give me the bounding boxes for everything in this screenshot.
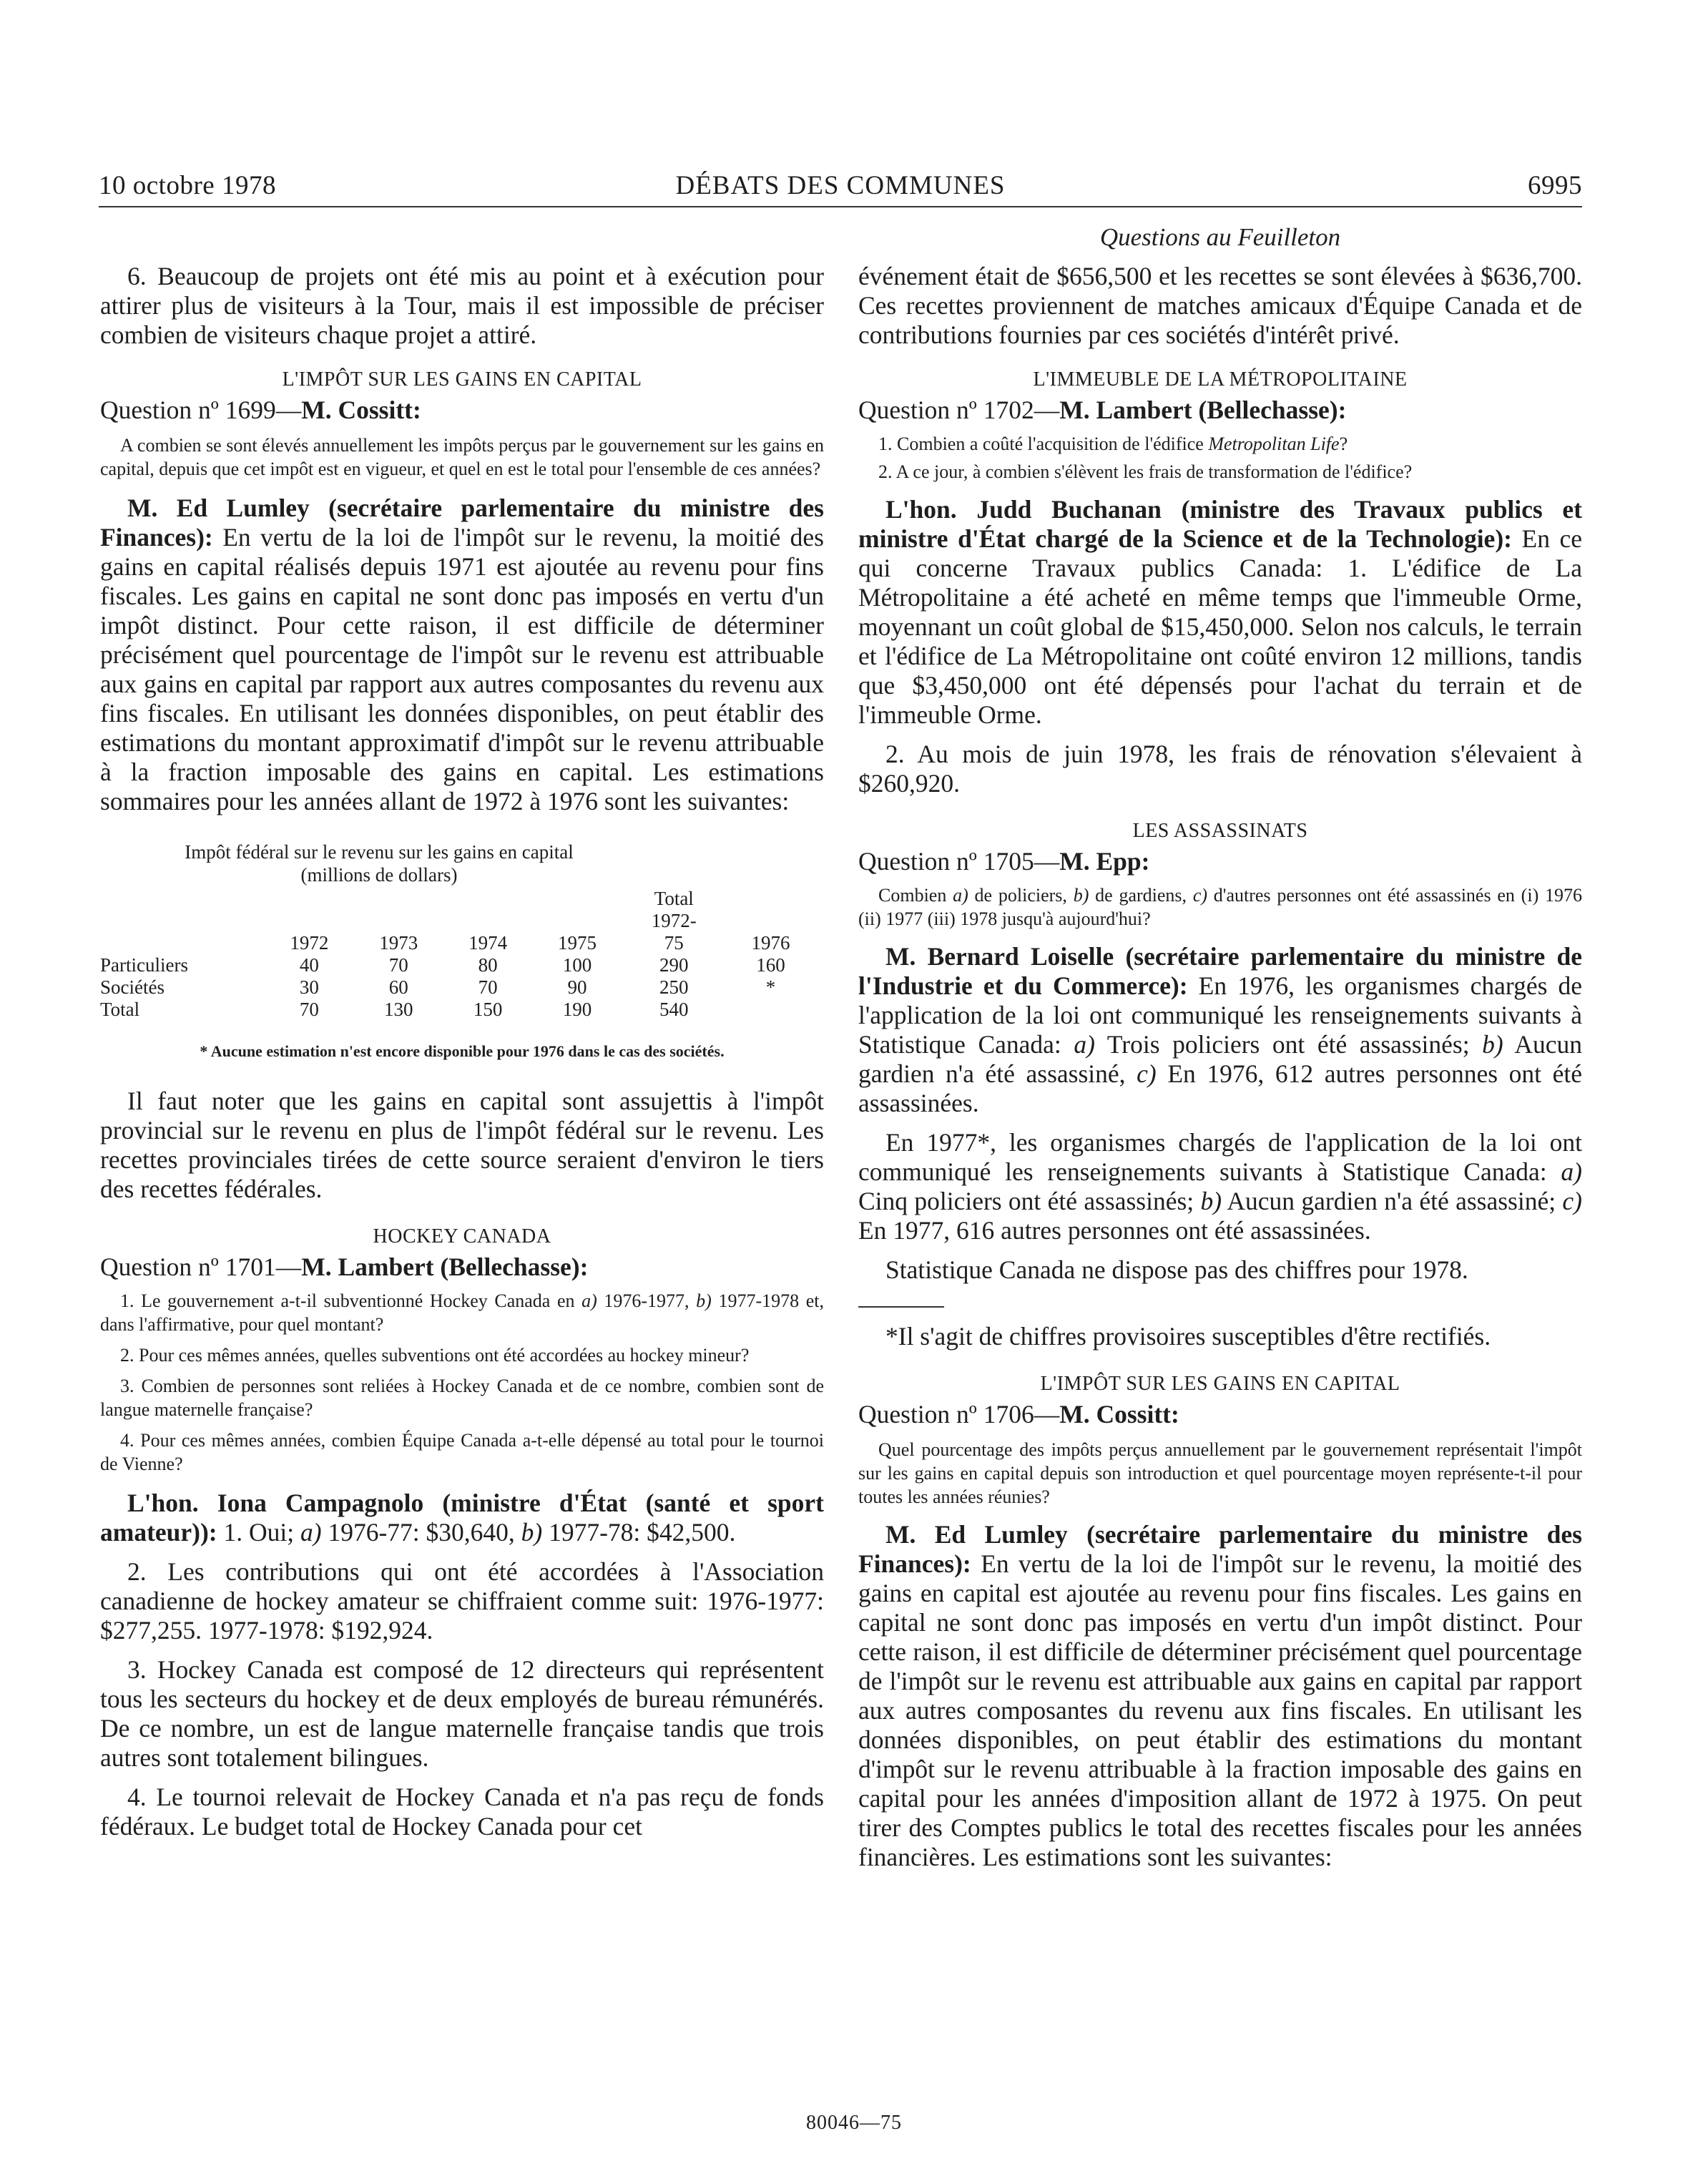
table-cell: 160 [756, 954, 785, 976]
answer-speaker: M. Bernard Loiselle (secrétaire parlementaire du ministre de l'Industrie et du Commerce): [858, 942, 1582, 1000]
table-cell: 290 [659, 954, 689, 976]
table-cell: 130 [384, 999, 413, 1020]
question-1706-text: Quel pourcentage des impôts perçus annuellement par le gouvernement représentait l'impôt sur les gains en capital depuis son introduction et quel pourcentage moyen représente-t-il pour toutes les années réunies? [858, 1439, 1582, 1507]
question-member: M. Lambert (Bellechasse): [301, 1253, 589, 1281]
text-run: Trois policiers ont été assassinés; [1094, 1030, 1483, 1059]
text-run: 1. Le gouvernement a-t-il subventionné Hockey Canada en [120, 1290, 582, 1311]
italic-run: a) [581, 1290, 597, 1311]
table-cell: 70 [299, 999, 319, 1020]
answer-1701-item-1 [100, 1489, 824, 1547]
footnote-provisional: *Il s'agit de chiffres provisoires susceptibles d'être rectifiés. [885, 1322, 1491, 1351]
question-label: Question nº 1701— [100, 1253, 302, 1281]
paragraph-provincial-note: Il faut noter que les gains en capital sont assujettis à l'impôt provincial sur le revenu en plus de l'impôt fédéral sur le revenu. Les recettes provinciales tirées de cette source seraient d'environ le tiers des recettes fédérales. [100, 1087, 824, 1203]
header-date: 10 octobre 1978 [99, 171, 276, 200]
answer-1702 [858, 495, 1582, 730]
text-run: de gardiens, [1089, 885, 1193, 906]
question-1701-item-2: 2. Pour ces mêmes années, quelles subventions ont été accordées au hockey mineur? [120, 1345, 750, 1366]
answer-1702-item-2: 2. Au mois de juin 1978, les frais de rénovation s'élevaient à $260,920. [858, 740, 1582, 798]
answer-1705-1976 [858, 942, 1582, 1118]
header-journal-title: DÉBATS DES COMMUNES [675, 171, 1006, 200]
table-cell: 150 [473, 999, 503, 1020]
table-cell: 90 [567, 976, 587, 998]
table-title-line-1: Impôt fédéral sur le revenu sur les gains en capital [185, 841, 574, 863]
text-run: 1. Combien a coûté l'acquisition de l'édifice [878, 433, 1209, 454]
text-run: Aucun gardien n'a été assassiné, [858, 1030, 1583, 1088]
answer-1705-1978: Statistique Canada ne dispose pas des chiffres pour 1978. [885, 1255, 1468, 1284]
answer-text: En vertu de la loi de l'impôt sur le revenu, la moitié des gains en capital réalisés depuis 1971 est ajoutée au revenu pour fins fiscales. Les gains en capital ne sont donc pas imposés en vertu d'un impôt distinct. Pour cette raison, il est difficile de déterminer précisément quel pourcentage de l'impôt sur le revenu est attribuable aux gains en capital par rapport aux autres composantes du revenu aux fins fiscales. En utilisant les données disponibles, on peut établir des estimations du montant approximatif d'impôt sur le revenu attribuable à la fraction imposable des gains en capital. Les estimations sommaires pour les années allant de 1972 à 1976 sont les suivantes: [100, 523, 824, 815]
question-label: Question nº 1706— [858, 1400, 1060, 1429]
table-row [100, 954, 815, 976]
paragraph-continuation: événement était de $656,500 et les recettes se sont élevées à $636,700. Ces recettes proviennent de matches amicaux d'Équipe Canada et de contributions fournies par ces sociétés d'intérêt privé. [858, 262, 1582, 349]
answer-1699 [100, 494, 824, 816]
italic-run: b) [1200, 1187, 1222, 1215]
question-label: Question nº 1702— [858, 396, 1060, 424]
question-1699-text: A combien se sont élevés annuellement les impôts perçus par le gouvernement sur les gains en capital, depuis que cet impôt est en vigueur, et quel en est le total pour l'ensemble de ces années? [100, 435, 824, 479]
table-head-row-2 [100, 910, 815, 932]
table-header-row [100, 932, 815, 954]
italic-run: b) [521, 1518, 543, 1547]
question-1706-heading [858, 1400, 1582, 1429]
text-run: Aucun gardien n'a été assassiné; [1222, 1187, 1563, 1215]
text-run: d'autres personnes ont été assassinés en (i) 1976 (ii) 1977 (iii) 1978 jusqu'à aujourd'hui? [858, 885, 1582, 929]
text-run: En 1976, 612 autres personnes ont été assassinées. [858, 1059, 1582, 1117]
table-cell: 60 [388, 976, 408, 998]
answer-text: En vertu de la loi de l'impôt sur le revenu, la moitié des gains en capital est ajoutée au revenu pour fins fiscales. Les gains en capital ne sont donc pas imposés en vertu d'un impôt distinct. Pour cette raison, il est difficile de déterminer précisément quel pourcentage de l'impôt sur le revenu est attribuable aux gains en capital par rapport aux autres composantes du revenu aux fins fiscales. En utilisant les données disponibles, on peut établir des estimations du montant d'impôt sur le revenu attribuable à la fraction imposable des gains en capital pour les années d'imposition allant de 1972 à 1975. On peut tirer des Comptes publics le total des recettes fiscales pour les années financières. Les estimations sont les suivantes: [858, 1549, 1582, 1871]
answer-speaker: L'hon. Iona Campagnolo (ministre d'État (santé et sport amateur)): [100, 1489, 824, 1547]
text-run: 1. Oui; [217, 1518, 300, 1547]
table-cell: 70 [388, 954, 408, 976]
question-1701-heading [100, 1253, 824, 1282]
table-row [100, 999, 815, 1021]
column-header: 1975 [558, 932, 597, 954]
table-cell: 70 [478, 976, 498, 998]
text-run: ? [1339, 433, 1348, 454]
answer-1706 [858, 1520, 1582, 1872]
answer-text: En ce qui concerne Travaux publics Canada: 1. L'édifice de La Métropolitaine a été acheté en même temps que l'immeuble Orme, moyennant un coût global de $15,450,000. Selon nos calculs, le terrain et l'édifice de La Métropolitaine ont coûté environ 12 millions, tandis que $3,450,000 ont été dépensés pour l'achat du terrain et de l'immeuble Orme. [858, 524, 1583, 729]
italic-run: a) [953, 885, 968, 906]
text-run: Cinq policiers ont été assassinés; [858, 1187, 1201, 1215]
text-run: de policiers, [968, 885, 1074, 906]
column-header: 1972 [290, 932, 329, 954]
total-header-2: 1972- [651, 910, 697, 931]
question-1699-heading [100, 396, 824, 425]
question-member: M. Cossitt: [1059, 1400, 1179, 1429]
question-label: Question nº 1699— [100, 396, 302, 424]
left-column [100, 262, 824, 1841]
text-run: Combien [878, 885, 953, 906]
table-cell: 190 [562, 999, 592, 1020]
italic-run: b) [1482, 1030, 1503, 1059]
question-1701-item-3: 3. Combien de personnes sont reliées à Hockey Canada et de ce nombre, combien sont de langue maternelle française? [100, 1376, 824, 1420]
table-cell: 80 [478, 954, 498, 976]
question-1705-heading [858, 847, 1582, 876]
answer-1701-item-2: 2. Les contributions qui ont été accordées à l'Association canadienne de hockey amateur se chiffraient comme suit: 1976-1977: $277,255. 1977-1978: $192,924. [100, 1557, 824, 1645]
italic-run: Metropolitan Life [1208, 433, 1340, 454]
table-head-row-1 [100, 888, 815, 910]
text-run: 1976-77: $30,640, [321, 1518, 521, 1547]
italic-run: a) [1074, 1030, 1095, 1059]
italic-run: c) [1137, 1059, 1157, 1088]
footnote-rule [858, 1306, 944, 1308]
italic-run: a) [300, 1518, 322, 1547]
text-run: En 1976, les organismes chargés de l'application de la loi ont communiqué les renseignements suivants à Statistique Canada: [858, 971, 1582, 1059]
italic-run: b) [1073, 885, 1089, 906]
italic-run: c) [1562, 1187, 1583, 1215]
page-folio: 80046—75 [806, 2112, 902, 2134]
column-header: 1974 [468, 932, 508, 954]
table-row [100, 976, 815, 999]
column-header: 1976 [751, 932, 790, 954]
answer-1705-1977 [858, 1128, 1582, 1245]
total-header-1: Total [654, 888, 694, 909]
question-1701-item-4: 4. Pour ces mêmes années, combien Équipe Canada a-t-elle dépensé au total pour le tournoi de Vienne? [100, 1430, 824, 1474]
answer-speaker: M. Ed Lumley (secrétaire parlementaire du ministre des Finances): [100, 494, 824, 552]
section-title-capital-gains: L'IMPÔT SUR LES GAINS EN CAPITAL [282, 368, 642, 391]
header-page-number: 6995 [1528, 171, 1582, 200]
question-1702-item-2: 2. A ce jour, à combien s'élèvent les frais de transformation de l'édifice? [878, 461, 1413, 482]
answer-speaker: M. Ed Lumley (secrétaire parlementaire du ministre des Finances): [858, 1520, 1582, 1578]
question-1702-item-1 [858, 432, 1582, 456]
question-member: M. Lambert (Bellechasse): [1059, 396, 1347, 424]
text-run: En 1977, 616 autres personnes ont été assassinées. [858, 1216, 1371, 1245]
table-cell: 250 [659, 976, 689, 998]
section-title-hockey-canada: HOCKEY CANADA [373, 1225, 551, 1248]
answer-1701-item-4: 4. Le tournoi relevait de Hockey Canada et n'a pas reçu de fonds fédéraux. Le budget total de Hockey Canada pour cet [100, 1783, 824, 1841]
table-cell: 100 [562, 954, 592, 976]
question-member: M. Cossitt: [301, 396, 421, 424]
italic-run: a) [1561, 1157, 1582, 1186]
section-subheading: Questions au Feuilleton [1099, 223, 1341, 251]
italic-run: b) [696, 1290, 712, 1311]
capital-gains-tax-table [100, 888, 815, 1021]
answer-1701-item-3: 3. Hockey Canada est composé de 12 directeurs qui représentent tous les secteurs du hockey et de deux employés de bureau rémunérés. De ce nombre, un est de langue maternelle française tandis que trois autres sont totalement bilingues. [100, 1655, 824, 1772]
question-member: M. Epp: [1059, 847, 1150, 876]
text-run: 1977-1978 et, dans l'affirmative, pour quel montant? [100, 1290, 824, 1335]
question-1702-heading [858, 396, 1582, 425]
italic-run: c) [1192, 885, 1208, 906]
right-column [858, 262, 1582, 1872]
question-label: Question nº 1705— [858, 847, 1060, 876]
answer-speaker: L'hon. Judd Buchanan (ministre des Travaux publics et ministre d'État chargé de la Science et de la Technologie): [858, 495, 1582, 553]
table-cell [726, 999, 815, 1021]
table-title-line-2: (millions de dollars) [300, 864, 458, 886]
table-cell: 30 [299, 976, 319, 998]
row-label: Particuliers [100, 954, 188, 976]
section-title-metropolitaine: L'IMMEUBLE DE LA MÉTROPOLITAINE [1033, 368, 1408, 391]
text-run: En 1977*, les organismes chargés de l'application de la loi ont communiqué les renseignements suivants à Statistique Canada: [858, 1128, 1582, 1186]
question-1701-item-1 [100, 1289, 824, 1336]
running-header [99, 169, 1582, 207]
table-title [100, 841, 579, 886]
column-header: 75 [664, 932, 684, 954]
text-run: 1976-1977, [597, 1290, 697, 1311]
column-header: 1973 [379, 932, 418, 954]
text-run: 1977-78: $42,500. [542, 1518, 736, 1547]
table-cell: * [765, 976, 776, 998]
table-footnote: * Aucune estimation n'est encore disponible pour 1976 dans le cas des sociétés. [200, 1042, 725, 1060]
table-cell: 40 [299, 954, 319, 976]
table-cell: 540 [659, 999, 689, 1020]
paragraph-item-6: 6. Beaucoup de projets ont été mis au point et à exécution pour attirer plus de visiteurs à la Tour, mais il est impossible de préciser combien de visiteurs chaque projet a attiré. [100, 262, 824, 349]
row-label: Total [100, 999, 140, 1020]
row-label: Sociétés [100, 976, 165, 998]
section-title-capital-gains-2: L'IMPÔT SUR LES GAINS EN CAPITAL [1040, 1373, 1400, 1395]
section-title-assassinats: LES ASSASSINATS [1132, 820, 1308, 842]
question-1705-text [858, 883, 1582, 931]
